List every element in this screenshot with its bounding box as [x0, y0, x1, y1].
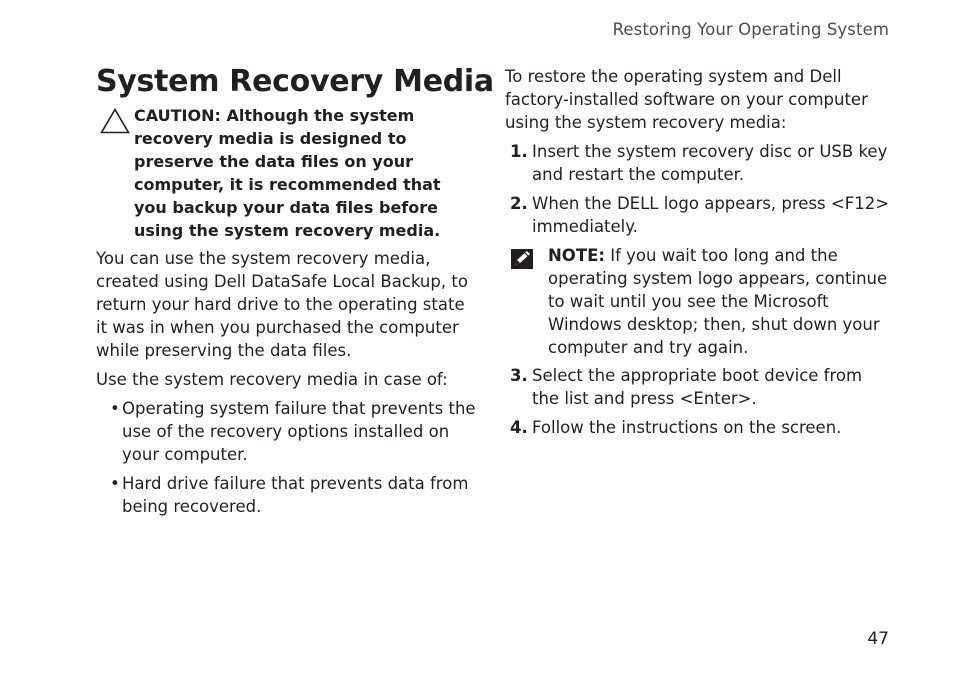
- warning-triangle-icon: [100, 108, 130, 134]
- step-item: [510, 416, 890, 439]
- use-cases-lead: Use the system recovery media in case of:: [96, 370, 448, 389]
- step-item: [510, 364, 890, 410]
- step-text: Follow the instructions on the screen.: [532, 418, 842, 437]
- note-block: [510, 244, 890, 359]
- running-header: Restoring Your Operating System: [612, 20, 889, 39]
- page-title: System Recovery Media: [96, 64, 494, 99]
- step-number: 4.: [510, 418, 528, 437]
- pencil-note-icon: [510, 248, 534, 270]
- procedure-intro: To restore the operating system and Dell factory-installed software on your computer using the system recovery media:: [505, 67, 868, 132]
- step-item: [510, 140, 890, 186]
- step-text: Select the appropriate boot device from the list and press <Enter>.: [532, 366, 863, 408]
- note-body: If you wait too long and the operating system logo appears, continue to wait until you see the Microsoft Windows desktop; then, shut down your computer and try again.: [548, 246, 888, 357]
- note-text: [548, 244, 890, 359]
- note-label: NOTE:: [548, 246, 605, 265]
- step-item: [510, 192, 890, 238]
- step-number: 1.: [510, 142, 528, 161]
- step-text: When the DELL logo appears, press <F12> immediately.: [532, 194, 890, 236]
- use-cases-list: [110, 397, 476, 524]
- page-number: 47: [867, 629, 889, 649]
- step-number: 2.: [510, 194, 528, 213]
- intro-paragraph: You can use the system recovery media, created using Dell DataSafe Local Backup, to return your hard drive to the operating state it was in when you purchased the computer while preserving the data files.: [96, 249, 468, 360]
- bullet-icon: •: [110, 474, 120, 493]
- list-item: [110, 472, 476, 518]
- list-item: [110, 397, 476, 466]
- list-item-text: Operating system failure that prevents the use of the recovery options installed on your computer.: [122, 399, 476, 464]
- step-number: 3.: [510, 366, 528, 385]
- step-text: Insert the system recovery disc or USB key and restart the computer.: [532, 142, 888, 184]
- bullet-icon: •: [110, 399, 120, 418]
- caution-text: CAUTION: Although the system recovery media is designed to preserve the data files on your computer, it is recommended that you backup your data files before using the system recovery media.: [134, 106, 441, 240]
- caution-block: [100, 104, 476, 242]
- list-item-text: Hard drive failure that prevents data from being recovered.: [122, 474, 469, 516]
